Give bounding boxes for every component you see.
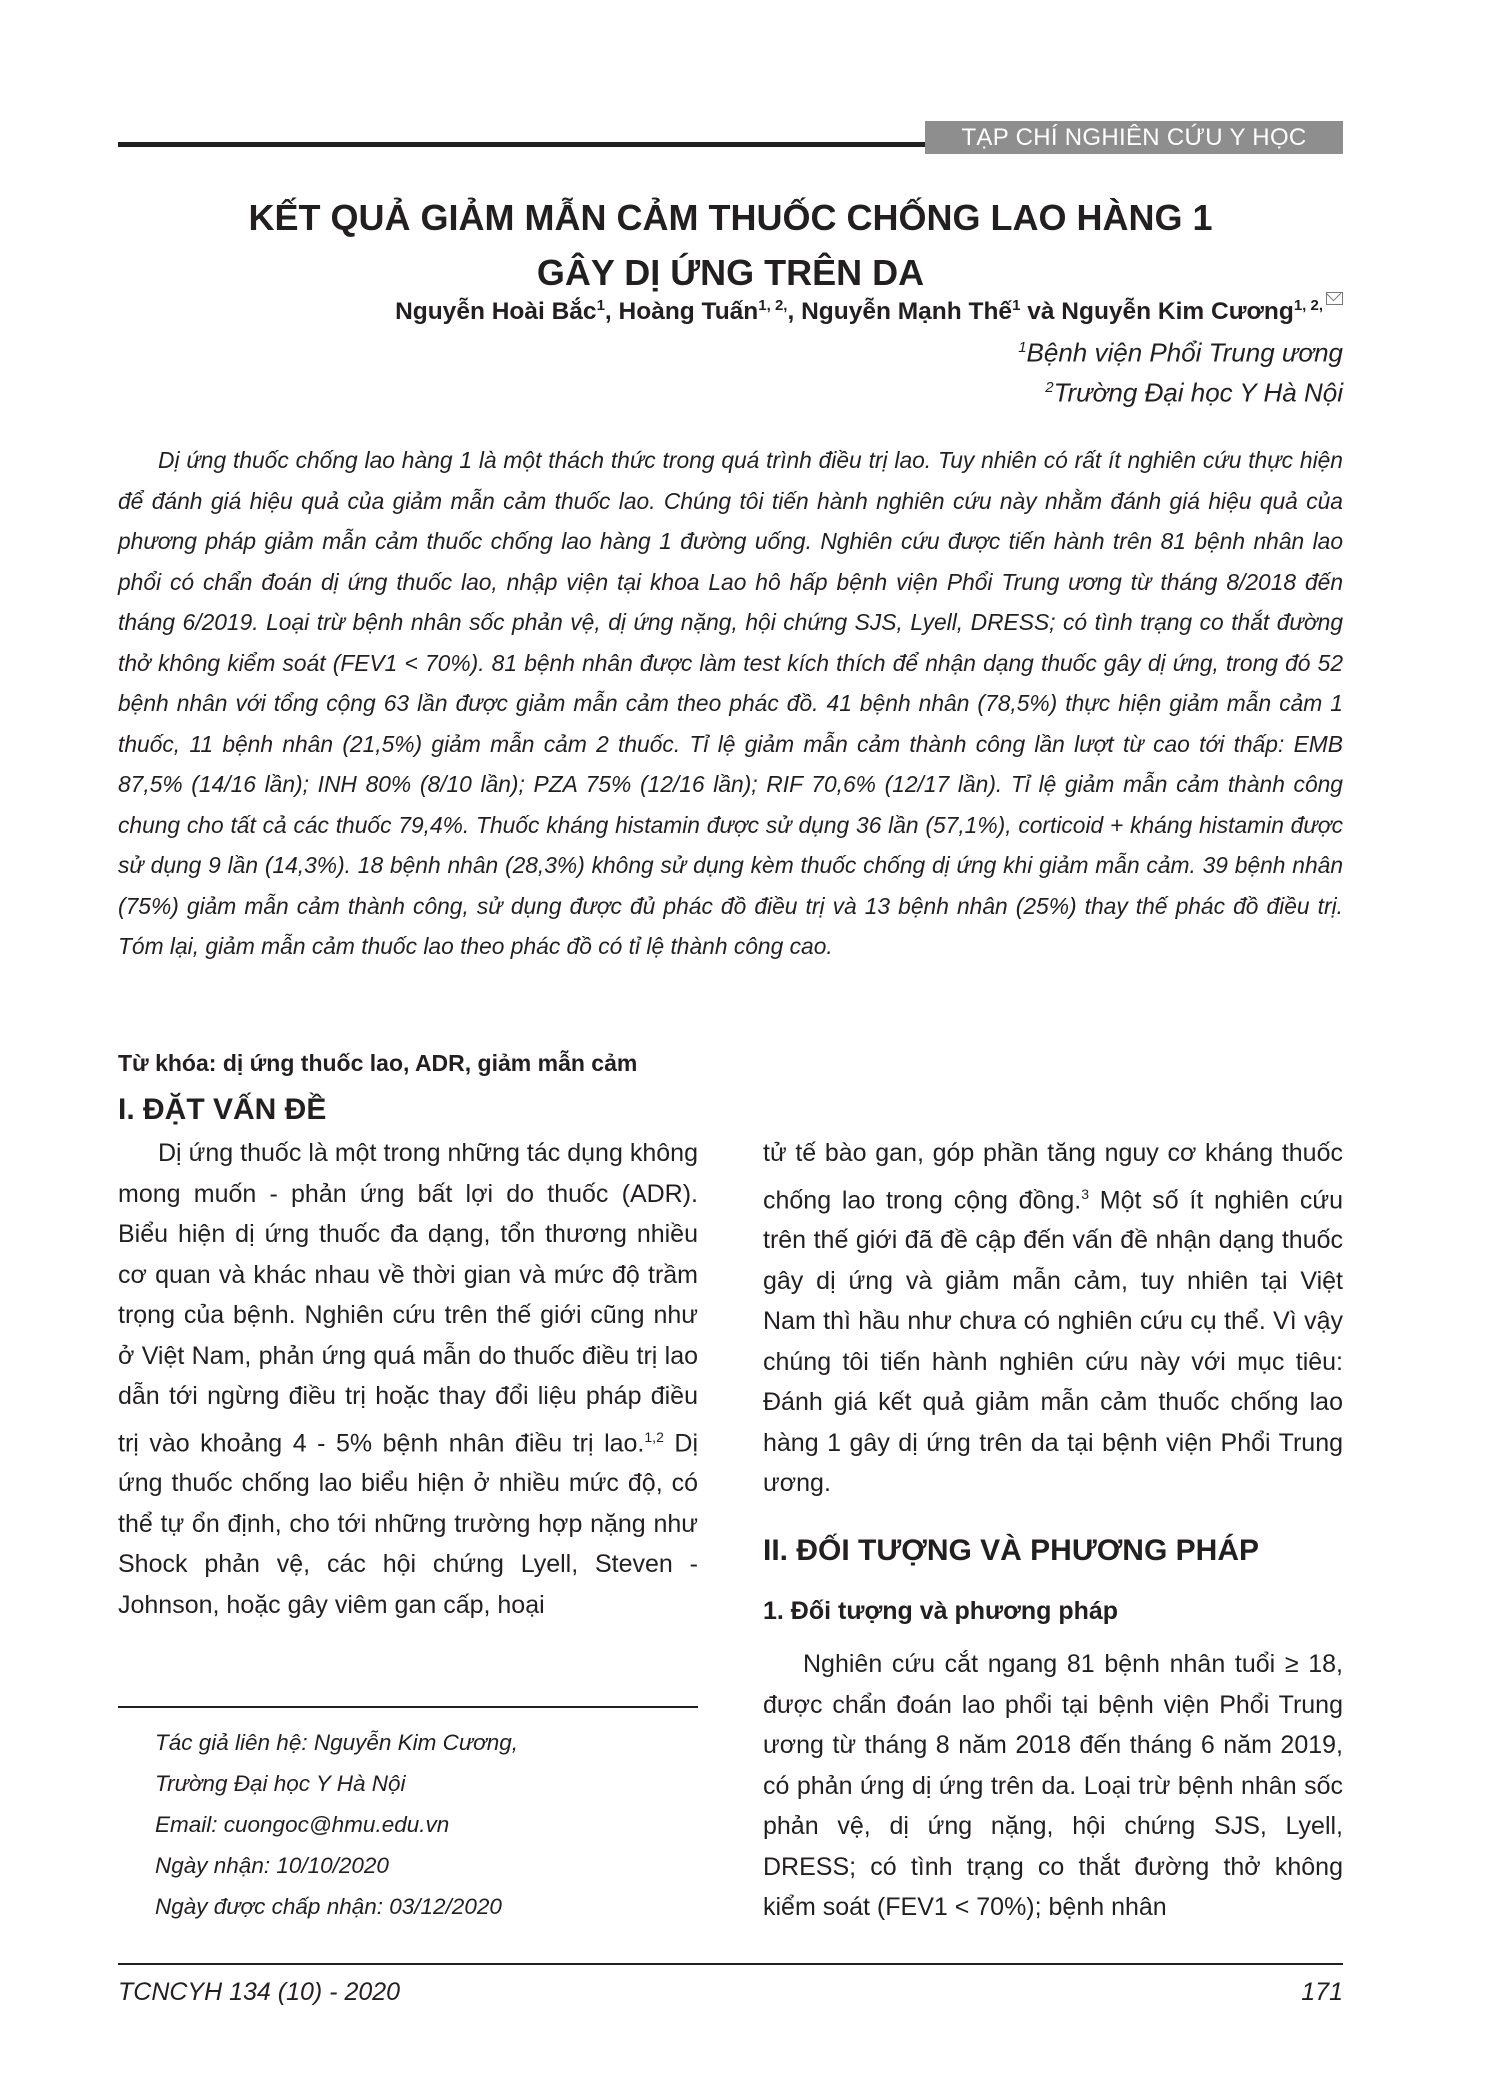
section-1-paragraph-2 — [763, 1133, 1343, 1504]
author-conjunction: và — [1020, 298, 1062, 326]
header-rule — [118, 142, 925, 147]
paragraph-text: Dị ứng thuốc là một trong những tác dụng không mong muốn - phản ứng bất lợi do thuốc (ADR). Biểu hiện dị ứng thuốc đa dạng, tổn thương nhiều cơ quan và khác nhau về thời gian và mức độ trầm trọng của bệnh. Nghiên cứu trên thế giới cũng như ở Việt Nam, phản ứng quá mẫn do thuốc điều trị lao dẫn tới ngừng điều trị hoặc thay đổi liệu pháp điều trị vào khoảng 4 - 5% bệnh nhân điều trị lao. — [118, 1139, 698, 1457]
date-accepted: Ngày được chấp nhận: 03/12/2020 — [155, 1894, 502, 1919]
author-affil-sup: 1 — [1012, 297, 1021, 314]
affiliation-1 — [118, 332, 1343, 369]
affiliation-sup: 2 — [1045, 379, 1054, 396]
citation-ref: 1,2 — [644, 1428, 664, 1445]
section-1-paragraph-1 — [118, 1133, 698, 1625]
section-2-heading: II. ĐỐI TƯỢNG VÀ PHƯƠNG PHÁP — [763, 1534, 1259, 1567]
page-number: 171 — [1301, 1978, 1343, 2006]
paragraph-text: Dị ứng thuốc chống lao biểu hiện ở nhiều mức độ, có thể tự ổn định, cho tới những trường hợp nặng như Shock phản vệ, các hội chứng Lyell, Steven - Johnson, hoặc gây viêm gan cấp, hoại — [118, 1428, 698, 1619]
date-received: Ngày nhận: 10/10/2020 — [155, 1853, 389, 1878]
author-name: Nguyễn Kim Cương — [1061, 298, 1294, 326]
author-affil-sup: 1 — [596, 297, 605, 314]
keywords: Từ khóa: dị ứng thuốc lao, ADR, giảm mẫn cảm — [118, 1050, 638, 1076]
title-line-1: KẾT QUẢ GIẢM MẪN CẢM THUỐC CHỐNG LAO HÀNG 1 — [248, 197, 1213, 238]
citation-ref: 3 — [1081, 1185, 1090, 1202]
footnote-rule — [118, 1706, 698, 1708]
author-list — [118, 290, 1343, 328]
affiliation-name: Bệnh viện Phổi Trung ương — [1026, 337, 1343, 368]
contact-email: Email: cuongoc@hmu.edu.vn — [155, 1812, 450, 1837]
author-separator: , — [787, 298, 802, 326]
corresponding-author: Tác giả liên hệ: Nguyễn Kim Cương, — [155, 1730, 519, 1755]
affiliation-2 — [118, 372, 1343, 409]
author-name: Nguyễn Hoài Bắc — [395, 298, 597, 326]
affiliation-name: Trường Đại học Y Hà Nội — [1053, 377, 1343, 408]
affiliation-sup: 1 — [1018, 339, 1027, 356]
author-name: Nguyễn Mạnh Thế — [801, 298, 1013, 326]
author-name: Hoàng Tuấn — [618, 298, 759, 326]
author-separator: , — [604, 298, 619, 326]
author-affil-sup: 1, 2, — [1293, 297, 1323, 314]
title-line-2: GÂY DỊ ỨNG TRÊN DA — [536, 252, 925, 293]
corresponding-institution: Trường Đại học Y Hà Nội — [155, 1771, 406, 1796]
article-title — [118, 190, 1343, 300]
section-1-heading: I. ĐẶT VẤN ĐỀ — [118, 1093, 327, 1126]
abstract: Dị ứng thuốc chống lao hàng 1 là một thách thức trong quá trình điều trị lao. Tuy nhiên có rất ít nghiên cứu thực hiện để đánh giá hiệu quả của giảm mẫn cảm thuốc lao. Chúng tôi tiến hành nghiên cứu này nhằm đánh giá hiệu quả của phương pháp giảm mẫn cảm thuốc chống lao hàng 1 đường uống. Nghiên cứu được tiến hành trên 81 bệnh nhân lao phổi có chẩn đoán dị ứng thuốc lao, nhập viện tại khoa Lao hô hấp bệnh viện Phổi Trung ương từ tháng 8/2018 đến tháng 6/2019. Loại trừ bệnh nhân sốc phản vệ, dị ứng nặng, hội chứng SJS, Lyell, DRESS; có tình trạng co thắt đường thở không kiểm soát (FEV1 < 70%). 81 bệnh nhân được làm test kích thích để nhận dạng thuốc gây dị ứng, trong đó 52 bệnh nhân với tổng cộng 63 lần được giảm mẫn cảm theo phác đồ. 41 bệnh nhân (78,5%) thực hiện giảm mẫn cảm 1 thuốc, 11 bệnh nhân (21,5%) giảm mẫn cảm 2 thuốc. Tỉ lệ giảm mẫn cảm thành công lần lượt từ cao tới thấp: EMB 87,5% (14/16 lần); INH 80% (8/10 lần); PZA 75% (12/16 lần); RIF 70,6% (12/17 lần). Tỉ lệ giảm mẫn cảm thành công chung cho tất cả các thuốc 79,4%. Thuốc kháng histamin được sử dụng 36 lần (57,1%), corticoid + kháng histamin được sử dụng 9 lần (14,3%). 18 bệnh nhân (28,3%) không sử dụng kèm thuốc chống dị ứng khi giảm mẫn cảm. 39 bệnh nhân (75%) giảm mẫn cảm thành công, sử dụng được đủ phác đồ điều trị và 13 bệnh nhân (25%) thay thế phác đồ điều trị. Tóm lại, giảm mẫn cảm thuốc lao theo phác đồ có tỉ lệ thành công cao. — [118, 447, 1343, 959]
footer-rule — [118, 1963, 1343, 1965]
author-affil-sup: 1, 2, — [758, 297, 788, 314]
paragraph-text: Một số ít nghiên cứu trên thế giới đã đề cập đến vấn đề nhận dạng thuốc gây dị ứng và giảm mẫn cảm, tuy nhiên tại Việt Nam thì hầu như chưa có nghiên cứu cụ thể. Vì vậy chúng tôi tiến hành nghiên cứu này với mục tiêu: Đánh giá kết quả giảm mẫn cảm thuốc chống lao hàng 1 gây dị ứng trên da tại bệnh viện Phổi Trung ương. — [763, 1185, 1343, 1498]
journal-reference: TCNCYH 134 (10) - 2020 — [118, 1978, 401, 2006]
correspondence-info — [155, 1722, 715, 1927]
section-2-subheading: 1. Đối tượng và phương pháp — [763, 1597, 1119, 1625]
envelope-icon — [1326, 292, 1343, 305]
paragraph-text: tử tế bào gan, góp phần tăng nguy cơ kháng thuốc chống lao trong cộng đồng. — [763, 1139, 1343, 1214]
section-2-paragraph-1: Nghiên cứu cắt ngang 81 bệnh nhân tuổi ≥ 18, được chẩn đoán lao phổi tại bệnh viện Phổi Trung ương từ tháng 8 năm 2018 đến tháng 6 năm 2019, có phản ứng dị ứng trên da. Loại trừ bệnh nhân sốc phản vệ, dị ứng nặng, hội chứng SJS, Lyell, DRESS; có tình trạng co thắt đường thở không kiểm soát (FEV1 < 70%); bệnh nhân — [763, 1650, 1343, 1921]
journal-tag: TẠP CHÍ NGHIÊN CỨU Y HỌC — [925, 121, 1343, 154]
